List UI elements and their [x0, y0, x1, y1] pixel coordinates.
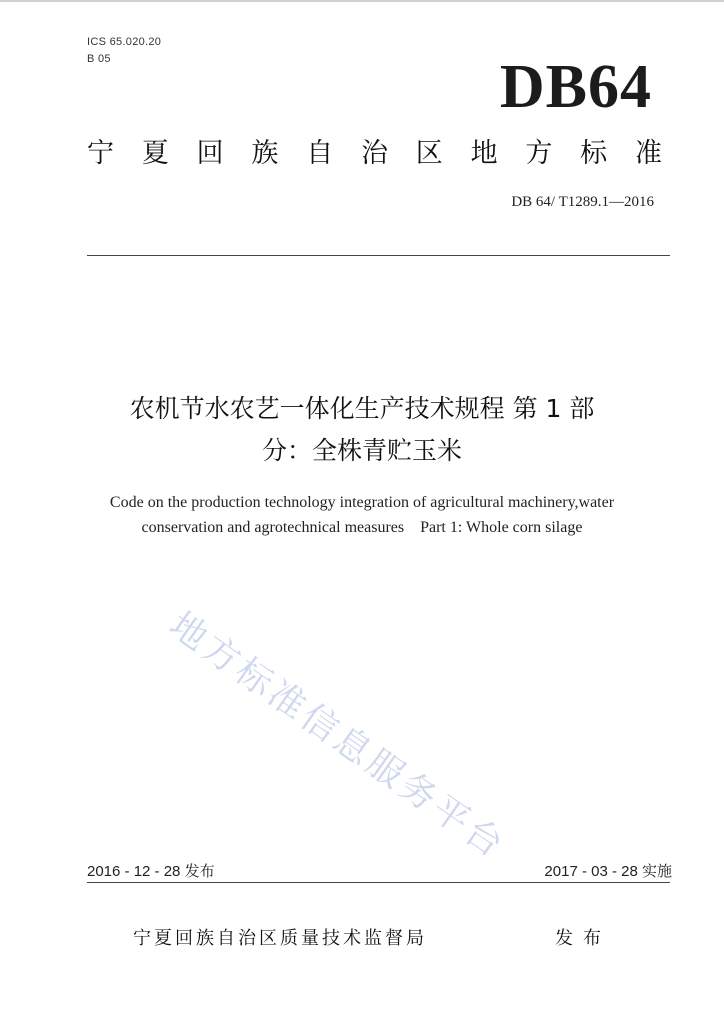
chinese-title: [40, 388, 684, 472]
standard-code: DB 64/ T1289.1—2016: [511, 194, 654, 210]
issuer-title-char: 回: [196, 138, 224, 169]
issuer-title-char: 地: [470, 138, 498, 169]
ccs-code: B 05: [87, 53, 111, 65]
issuer-title-char: 自: [306, 138, 334, 169]
english-title-line-2: conservation and agrotechnical measures Part 1: Whole corn silage: [141, 519, 583, 536]
chinese-title-line-2: 分：全株青贮玉米: [261, 436, 462, 465]
english-title: [40, 490, 684, 540]
ics-code: ICS 65.020.20: [87, 36, 162, 48]
issuer-title-char: 夏: [141, 138, 169, 169]
publish-label: 发布: [555, 928, 611, 949]
issuer-title-char: 方: [525, 138, 553, 169]
scan-top-edge: [0, 0, 724, 2]
implementation-date: 2017 - 03 - 28 实施: [544, 863, 672, 880]
watermark-text: 地方标准信息服务平台: [161, 604, 514, 868]
issuer-title-char: 准: [634, 138, 662, 169]
english-title-line-1: Code on the production technology integration of agricultural machinery,water: [109, 494, 615, 511]
classification-codes: [87, 34, 161, 68]
bottom-divider: [87, 882, 670, 883]
db64-logo: DB64: [499, 53, 652, 121]
issuer-title-char: 宁: [87, 138, 114, 169]
issuer-title-char: 治: [360, 138, 388, 169]
issuer-title-char: 标: [580, 138, 608, 169]
issue-date: 2016 - 12 - 28 发布: [87, 863, 215, 880]
issuer-title: [87, 134, 662, 174]
chinese-title-line-1: 农机节水农艺一体化生产技术规程 第 1 部: [129, 394, 595, 423]
top-divider: [87, 255, 670, 256]
issuing-authority: 宁夏回族自治区质量技术监督局: [133, 928, 427, 949]
issuer-title-char: 族: [251, 138, 279, 169]
issuer-title-char: 区: [415, 138, 443, 169]
